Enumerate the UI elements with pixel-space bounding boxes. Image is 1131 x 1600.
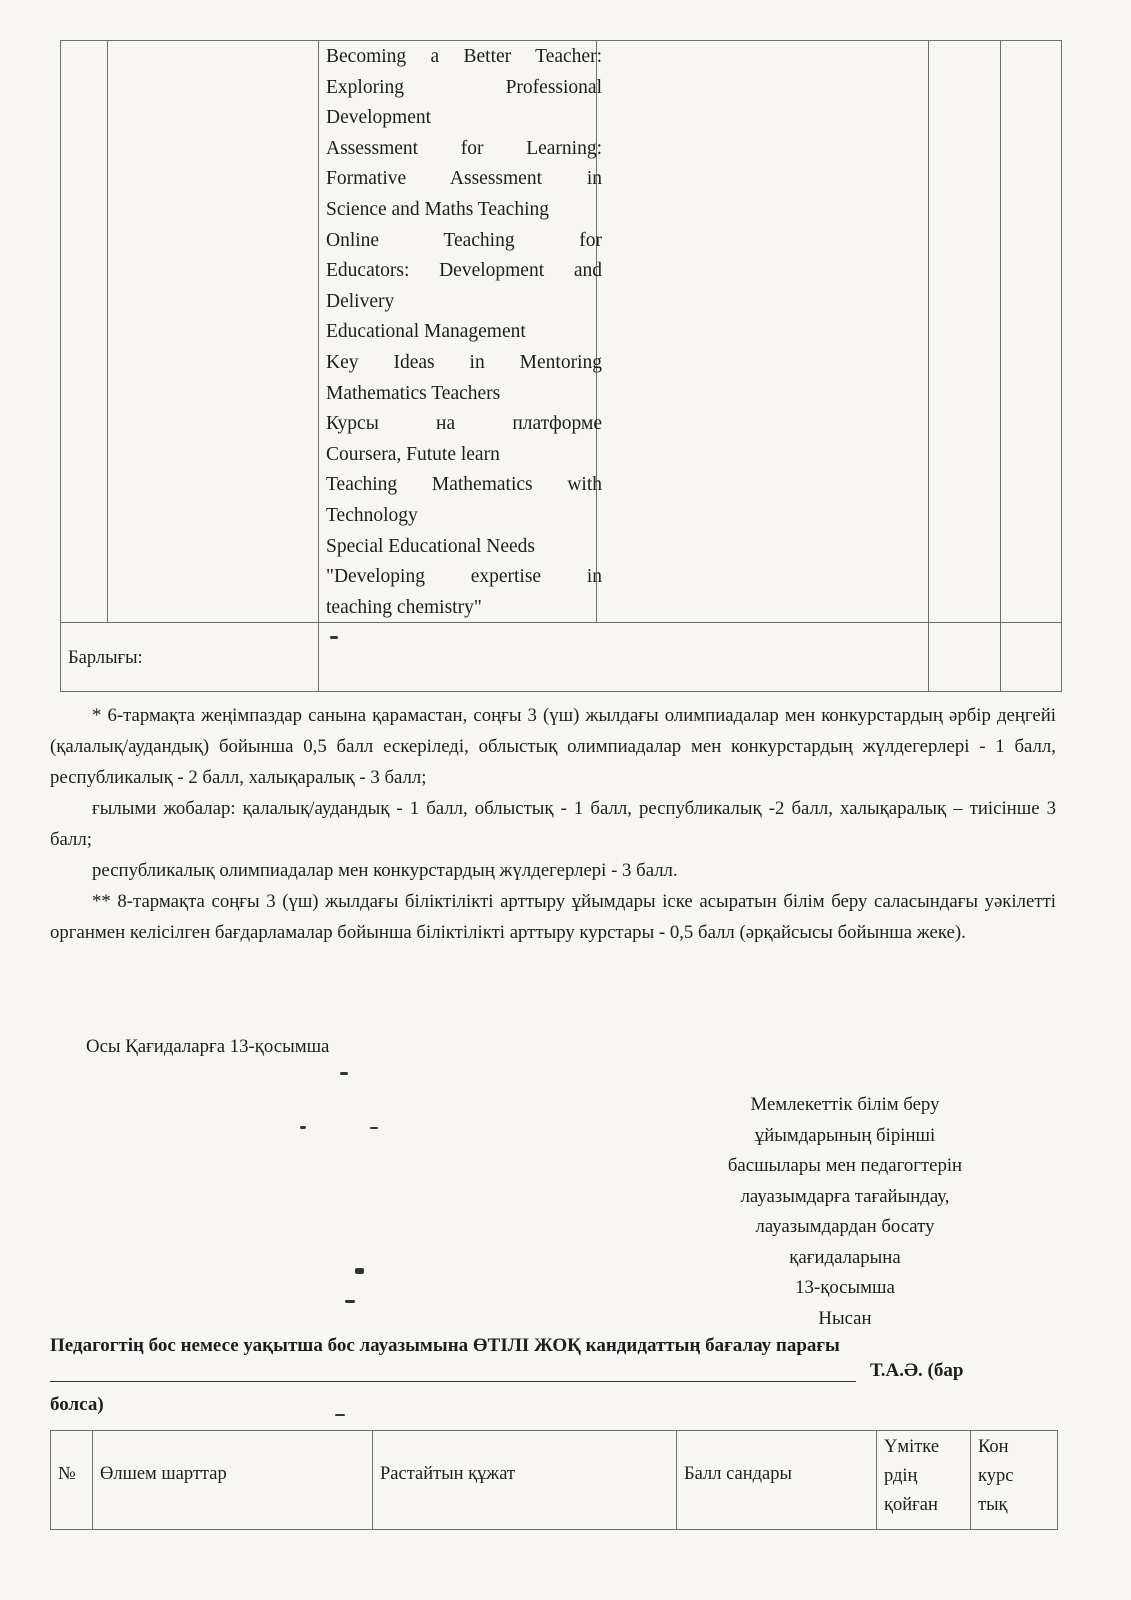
scan-speck <box>335 1414 345 1416</box>
scan-speck <box>370 1127 378 1129</box>
criteria-table-continuation <box>60 40 1062 692</box>
scan-speck <box>330 636 338 639</box>
header-candidate-score: Үмітке рдің қойған <box>884 1437 940 1515</box>
table-left-border <box>60 40 61 692</box>
course-line: Delivery <box>326 290 395 312</box>
footnote-olympiads: * 6-тармақта жеңімпаздар санына қарамастан, соңғы 3 (үш) жылдағы олимпиадалар мен конкурстардың әрбір деңгейі (қалалық/аудандық) бойынша 0,5 балл ескеріледі, облыстық олимпиадалар мен конкурстардың жүлдегерлері - 1 балл, республикалық - 2 балл, халықаралық - 3 балл; <box>50 705 1056 788</box>
annex-header-line: Мемлекеттік білім беру <box>750 1094 940 1115</box>
course-line: "Developing expertise in <box>326 566 602 588</box>
annex-header-line: басшылары мен педагогтерін <box>727 1155 963 1176</box>
evaluation-sheet-title: Педагогтің бос немесе уақытша бос лауазымына ӨТІЛІ ЖОҚ кандидаттың бағалау парағы <box>50 1335 840 1356</box>
evaluation-table <box>50 1430 1058 1530</box>
course-line: Exploring Professional <box>326 76 602 98</box>
table-col-divider <box>676 1430 677 1530</box>
scan-speck <box>300 1126 306 1129</box>
table-col-divider <box>876 1430 877 1530</box>
annex-reference: Осы Қағидаларға 13-қосымша <box>86 1036 330 1057</box>
course-line: Special Educational Needs <box>326 535 536 557</box>
course-line: Key Ideas in Mentoring <box>326 351 602 373</box>
footnote-republican: республикалық олимпиадалар мен конкурстардың жүлдегерлері - 3 балл. <box>92 860 678 881</box>
name-underline <box>50 1381 856 1382</box>
table-top-border <box>60 40 1062 41</box>
header-number: № <box>58 1464 76 1484</box>
scan-speck <box>340 1072 348 1075</box>
course-line: Technology <box>326 504 418 526</box>
annex-header-line: ұйымдарының бірінші <box>754 1124 936 1146</box>
table-col-divider <box>107 40 108 622</box>
course-line: Курсы на платформе <box>326 413 602 435</box>
table-col-divider <box>928 40 929 692</box>
name-label-continuation: болса) <box>50 1394 104 1415</box>
course-line: Assessment for Learning: <box>326 137 602 159</box>
table-col-divider <box>1000 40 1001 692</box>
scan-speck <box>345 1300 355 1303</box>
table-top-border <box>50 1430 1058 1431</box>
table-right-border <box>1057 1430 1058 1530</box>
course-line: Mathematics Teachers <box>326 382 501 404</box>
course-line: Science and Maths Teaching <box>326 198 549 220</box>
table-right-border <box>1061 40 1062 692</box>
annex-number: 13-қосымша <box>795 1277 895 1298</box>
total-label: Барлығы: <box>68 648 143 668</box>
footnotes <box>50 700 1056 948</box>
courses-list <box>326 42 602 623</box>
table-col-divider <box>970 1430 971 1530</box>
table-col-divider <box>92 1430 93 1530</box>
form-label: Нысан <box>818 1307 872 1329</box>
table-col-divider <box>318 40 319 692</box>
course-line: Coursera, Futute learn <box>326 443 500 465</box>
course-line: Teaching Mathematics with <box>326 474 602 496</box>
header-criteria: Өлшем шарттар <box>100 1464 227 1484</box>
course-line: teaching chemistry" <box>326 596 482 618</box>
course-line: Educational Management <box>326 321 526 343</box>
course-line: Development <box>326 107 432 129</box>
name-label: Т.А.Ә. (бар <box>870 1360 964 1381</box>
header-document: Растайтын құжат <box>380 1464 516 1484</box>
annex-header-block <box>690 1090 1000 1334</box>
scan-speck <box>355 1268 364 1274</box>
course-line: Formative Assessment in <box>326 168 602 190</box>
course-line: Online Teaching for <box>326 229 602 251</box>
footnote-courses: ** 8-тармақта соңғы 3 (үш) жылдағы біліктілікті арттыру ұйымдары іске асыратын білім беру саласындағы уәкілетті органмен келісілген бағдарламалар бойынша біліктілікті арттыру курстары - 0,5 балл (әрқайсысы бойынша жеке). <box>50 891 1056 943</box>
table-bottom-border <box>60 691 1062 692</box>
table-bottom-border <box>50 1529 1058 1530</box>
annex-header-line: қағидаларына <box>789 1246 901 1268</box>
annex-header-line: лауазымдарға тағайындау, <box>740 1185 950 1207</box>
annex-header-line: лауазымдардан босату <box>755 1216 935 1237</box>
footnote-projects: ғылыми жобалар: қалалық/аудандық - 1 балл, облыстық - 1 балл, республикалық -2 балл, халықаралық – тиісінше 3 балл; <box>50 798 1056 850</box>
course-line: Educators: Development and <box>326 260 602 282</box>
header-commission-score: Кон курс тық <box>978 1437 1014 1515</box>
header-points: Балл сандары <box>684 1464 792 1484</box>
course-line: Becoming a Better Teacher: <box>326 46 602 67</box>
table-left-border <box>50 1430 51 1530</box>
table-col-divider <box>372 1430 373 1530</box>
